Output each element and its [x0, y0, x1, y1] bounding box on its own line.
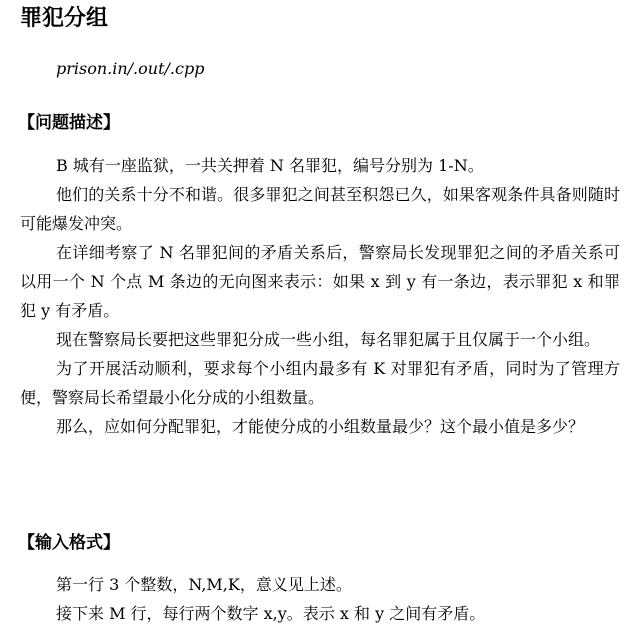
description-paragraph: 在详细考察了 N 名罪犯间的矛盾关系后，警察局长发现罪犯之间的矛盾关系可以用一个 N 个点 M 条边的无向图来表示：如果 x 到 y 有一条边，表示罪犯 x 和罪犯 y 有矛盾。 [20, 243, 620, 320]
description-paragraph: 那么，应如何分配罪犯，才能使分成的小组数量最少？这个最小值是多少？ [56, 417, 585, 436]
section-heading-problem-description: 【问题描述】 [18, 113, 120, 133]
problem-title: 罪犯分组 [20, 6, 109, 31]
input-format-paragraph: 接下来 M 行，每行两个数字 x,y。表示 x 和 y 之间有矛盾。 [56, 604, 486, 623]
description-paragraph: 为了开展活动顺利，要求每个小组内最多有 K 对罪犯有矛盾，同时为了管理方便，警察局长希望最小化分成的小组数量。 [20, 359, 620, 407]
problem-description-body [20, 151, 620, 441]
section-heading-input-format: 【输入格式】 [18, 533, 120, 553]
input-format-body [20, 570, 620, 628]
io-filename: prison.in/.out/.cpp [56, 59, 205, 78]
description-paragraph: 他们的关系十分不和谐。很多罪犯之间甚至积怨已久，如果客观条件具备则随时可能爆发冲突。 [20, 185, 620, 233]
input-format-paragraph: 第一行 3 个整数，N,M,K，意义见上述。 [56, 575, 352, 594]
description-paragraph: B 城有一座监狱，一共关押着 N 名罪犯，编号分别为 1-N。 [56, 156, 484, 175]
description-paragraph: 现在警察局长要把这些罪犯分成一些小组，每名罪犯属于且仅属于一个小组。 [56, 330, 601, 349]
